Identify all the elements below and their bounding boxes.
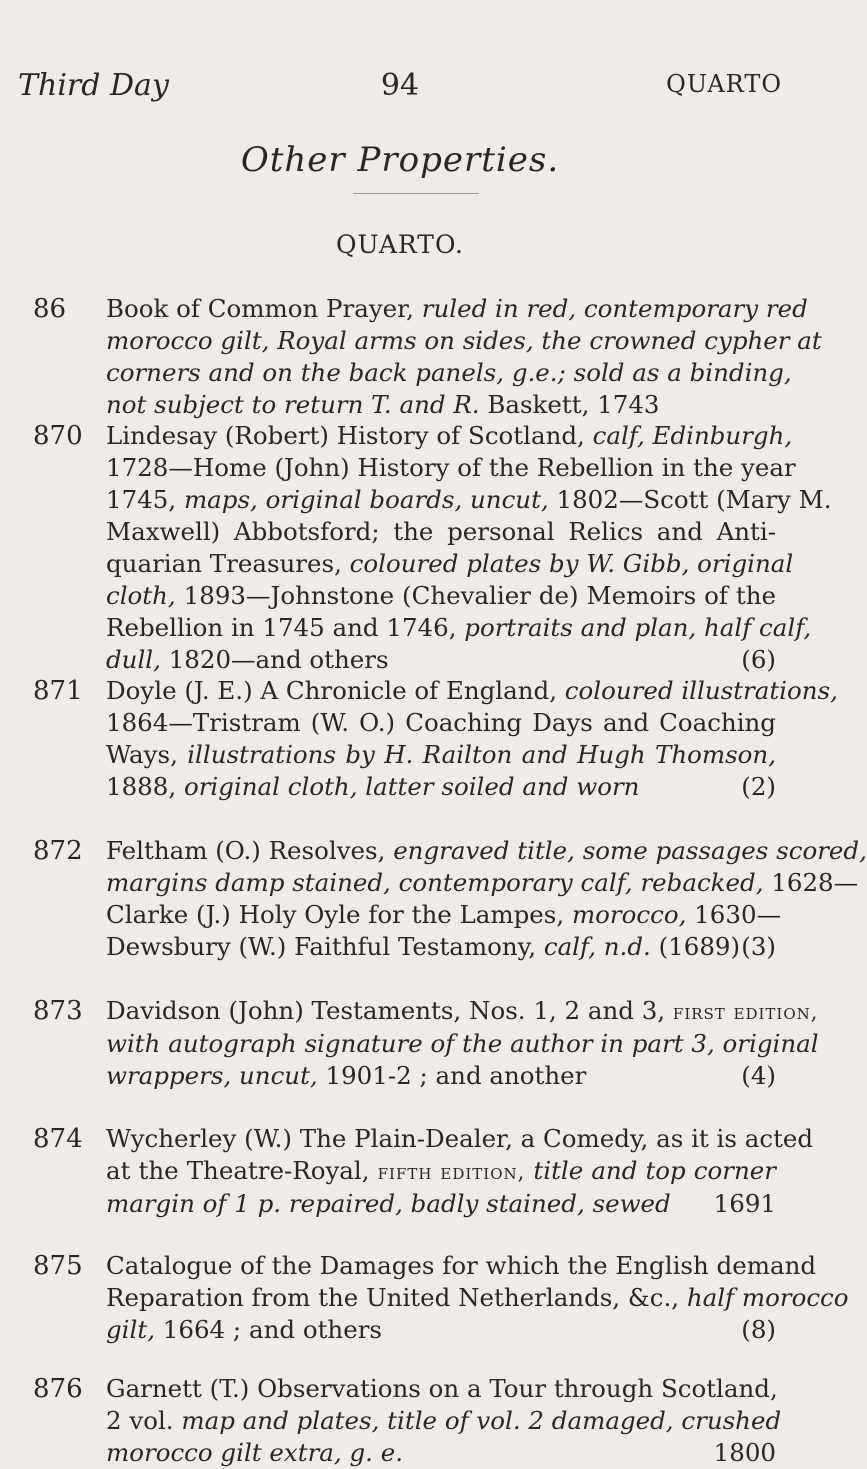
lot-number: 876	[33, 1374, 83, 1404]
lot-quantity: 1800	[713, 1438, 776, 1467]
text-run: calf, n.d.	[543, 932, 651, 961]
lot-line	[106, 452, 796, 484]
lot-line	[106, 1123, 814, 1155]
lot-line	[106, 931, 776, 963]
lot-number: 874	[33, 1124, 83, 1154]
lot-number: 873	[33, 996, 83, 1026]
lot-description	[106, 1250, 849, 1346]
lot-description	[106, 675, 838, 803]
text-run: 1802—Scott (Mary M.	[548, 485, 832, 514]
lot-description	[106, 995, 819, 1092]
text-run: original cloth, latter soiled and worn	[183, 772, 640, 801]
title-rule	[353, 193, 479, 194]
text-run: title and top corner	[525, 1156, 776, 1185]
text-run: Ways,	[106, 740, 188, 769]
lot-quantity: (3)	[741, 932, 776, 961]
text-run: 1901-2 ; and another	[317, 1061, 587, 1090]
text-run: 1664 ; and others	[155, 1315, 382, 1344]
lot-description	[106, 420, 832, 676]
text-run: engraved title, some passages scored,	[393, 836, 867, 865]
text-run: at the Theatre-Royal,	[106, 1156, 378, 1185]
text-run: 1630—	[686, 900, 782, 929]
lot-line	[106, 899, 782, 931]
text-run: coloured plates by W. Gibb, original	[349, 549, 794, 578]
text-run: 1893—Johnstone (Chevalier de) Memoirs of the	[175, 581, 776, 610]
text-run: 1820—and others	[160, 645, 389, 674]
lot-line	[106, 484, 832, 516]
format-subtitle: QUARTO.	[336, 230, 464, 259]
text-run: dull,	[106, 645, 161, 674]
text-run: Clarke (J.) Holy Oyle for the Lampes,	[106, 900, 572, 929]
text-run: calf, Edinburgh,	[592, 421, 793, 450]
lot-description	[106, 1373, 782, 1469]
text-run: 1745,	[106, 485, 184, 514]
lot-quantity: (8)	[741, 1315, 776, 1344]
page-header	[18, 68, 782, 108]
running-head-left: Third Day	[18, 68, 169, 103]
lot-line	[106, 325, 822, 357]
lot-line	[106, 1405, 782, 1437]
lot-quantity: 1691	[713, 1189, 776, 1218]
text-run: map and plates, title of vol. 2 damaged, crushed	[181, 1406, 782, 1435]
text-run: ruled in red, contemporary red	[421, 294, 808, 323]
lot-line	[106, 644, 776, 676]
text-run: not subject to return	[106, 390, 364, 419]
lot-number: 871	[33, 676, 83, 706]
lot-line	[106, 293, 808, 325]
lot-line	[106, 1373, 776, 1405]
text-run: Feltham (O.) Resolves,	[106, 836, 394, 865]
text-run: portraits and plan, half calf,	[464, 613, 812, 642]
lot-quantity: (4)	[741, 1061, 776, 1090]
text-run: maps, original boards, uncut,	[183, 485, 549, 514]
lot-line	[106, 675, 838, 707]
lot-line	[106, 1188, 776, 1220]
lot-line	[106, 1437, 776, 1469]
lot-line	[106, 1028, 819, 1060]
text-run: margins damp stained, contemporary calf, rebacked,	[106, 868, 764, 897]
lot-line	[106, 1155, 776, 1188]
running-head-right: QUARTO	[666, 70, 782, 98]
lot-quantity: (2)	[741, 772, 776, 801]
text-run: fifth edition,	[377, 1160, 526, 1184]
lot-line	[106, 389, 776, 421]
text-run: morocco,	[571, 900, 687, 929]
lot-line	[106, 995, 819, 1028]
text-run: first edition,	[672, 1000, 819, 1024]
lot-number: 86	[33, 294, 67, 324]
text-run: corners and on the back panels, g.e.; sold as a binding,	[106, 358, 792, 387]
lot-line	[106, 1282, 849, 1314]
lot-line	[106, 1314, 776, 1346]
text-run: (1689)	[650, 932, 741, 961]
lot-line	[106, 771, 776, 803]
text-run: with autograph signature of the author in part 3, original	[106, 1029, 819, 1058]
text-run: 1888,	[106, 772, 184, 801]
lot-quantity: (6)	[741, 645, 776, 674]
text-run: Baskett, 1743	[479, 390, 660, 419]
lot-line	[106, 739, 776, 771]
text-run: T. and R.	[371, 390, 480, 419]
lot-line	[106, 835, 867, 867]
lot-number: 870	[33, 421, 83, 451]
lot-number: 872	[33, 836, 83, 866]
text-run: 1728—Home (John) History of the Rebellion in the year	[106, 453, 796, 482]
text-run: Reparation from the United Netherlands, &c.,	[106, 1283, 687, 1312]
text-run: half morocco	[686, 1283, 849, 1312]
section-title: Other Properties.	[240, 140, 560, 180]
lot-line	[106, 1060, 776, 1092]
lot-line	[106, 420, 793, 452]
text-run: Book of Common Prayer,	[106, 294, 422, 323]
lot-line	[106, 357, 792, 389]
lot-number: 875	[33, 1251, 83, 1281]
text-run: Lindesay (Robert) History of Scotland,	[106, 421, 593, 450]
text-run: Garnett (T.) Observations on a Tour through Scotland,	[106, 1374, 778, 1403]
lot-description	[106, 1123, 814, 1220]
text-run: Rebellion in 1745 and 1746,	[106, 613, 465, 642]
text-run: coloured illustrations,	[564, 676, 838, 705]
text-run: Doyle (J. E.) A Chronicle of England,	[106, 676, 565, 705]
text-run: Catalogue of the Damages for which the English demand	[106, 1251, 817, 1280]
text-run: margin of 1 p. repaired, badly stained, sewed	[106, 1189, 671, 1218]
text-run: wrappers, uncut,	[106, 1061, 318, 1090]
lot-description	[106, 835, 867, 963]
text-run: Maxwell) Abbotsford; the personal Relics and Anti-	[106, 517, 776, 546]
text-run: quarian Treasures,	[106, 549, 350, 578]
text-run: 2 vol.	[106, 1406, 182, 1435]
text-run: morocco gilt, Royal arms on sides, the crowned cypher at	[106, 326, 822, 355]
lot-line	[106, 580, 776, 612]
text-run: Wycherley (W.) The Plain-Dealer, a Comedy, as it is acted	[106, 1124, 814, 1153]
text-run: 1628—	[763, 868, 859, 897]
lot-line	[106, 516, 776, 548]
text-run	[363, 390, 371, 419]
lot-line	[106, 1250, 817, 1282]
text-run: cloth,	[106, 581, 176, 610]
lot-line	[106, 707, 776, 739]
page-number: 94	[380, 68, 420, 103]
text-run: morocco gilt extra, g. e.	[106, 1438, 404, 1467]
lot-line	[106, 867, 859, 899]
text-run: Dewsbury (W.) Faithful Testamony,	[106, 932, 544, 961]
text-run: illustrations by H. Railton and Hugh Thomson,	[187, 740, 776, 769]
text-run: gilt,	[106, 1315, 155, 1344]
text-run: 1864—Tristram (W. O.) Coaching Days and Coaching	[106, 708, 776, 737]
lot-description	[106, 293, 822, 421]
lot-line	[106, 612, 812, 644]
lot-line	[106, 548, 794, 580]
text-run: Davidson (John) Testaments, Nos. 1, 2 and 3,	[106, 996, 673, 1025]
